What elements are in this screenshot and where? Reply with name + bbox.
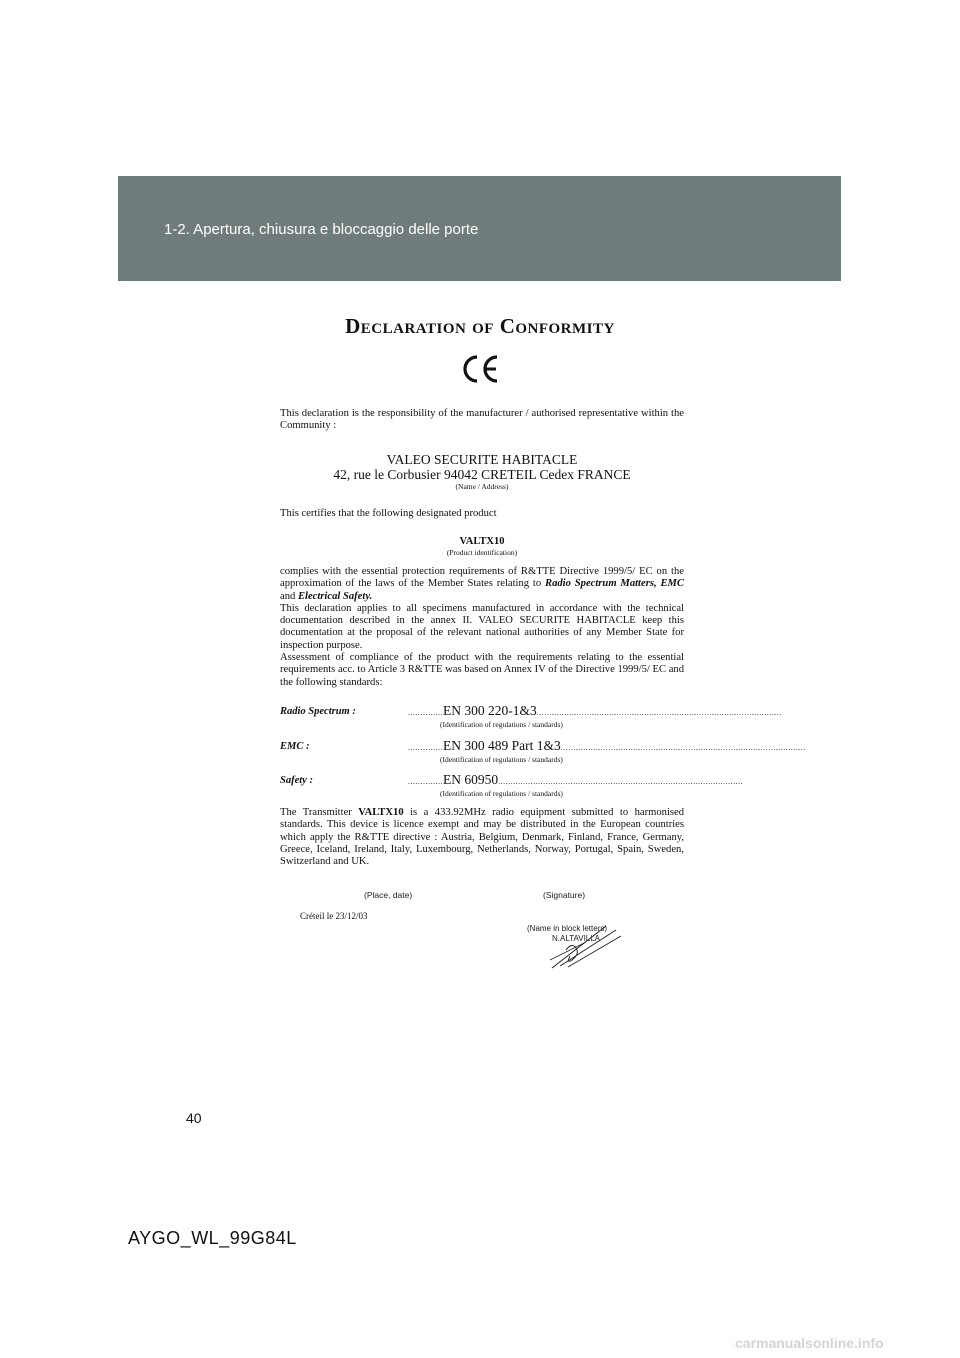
transmitter-product-id: VALTX10: [358, 807, 404, 818]
transmitter-paragraph: The Transmitter VALTX10 is a 433.92MHz radio equipment submitted to harmonised standards. This device is licence exempt and may be distributed in the European countries which apply the R&TTE directive : Austria, Belgium, Denmark, Finland, France, Germany, Greece, Iceland, Ireland, Italy, Luxembourg, Netherlands, Norway, Portugal, Spain, Sweden, Switzerland and UK.: [280, 807, 685, 868]
signature-icon: [546, 920, 626, 972]
signature-caption: (Signature): [543, 890, 586, 900]
compliance-text-1: complies with the essential protection requirements of R&TTE Directive 1999/5/ EC on the approximation of the laws of the Member States relating to: [280, 566, 684, 590]
section-header-band: [118, 176, 841, 281]
standard-row-radio: [280, 703, 782, 733]
compliance-emphasis-2: Electrical Safety.: [297, 590, 373, 602]
page-number: 40: [186, 1110, 202, 1126]
standard-label: EMC :: [280, 741, 310, 752]
standard-value: ..............EN 300 220-1&3..................................................................................................: [408, 703, 782, 718]
standard-row-emc: [280, 738, 806, 768]
intro-paragraph: This declaration is the responsibility of the manufacturer / authorised representative within the Community :: [280, 408, 684, 432]
company-name: VALEO SECURITE HABITACLE: [386, 452, 578, 467]
company-address: 42, rue le Corbusier 94042 CRETEIL Cedex FRANCE: [333, 467, 631, 482]
standard-caption: (Identification of regulations / standards): [440, 755, 563, 764]
name-address-caption: (Name / Address): [455, 482, 509, 491]
compliance-text-4: Assessment of compliance of the product with the requirements relating to the essential requirements acc. to Article 3 R&TTE was based on Annex IV of the Directive 1999/5/ EC and the following standards:: [280, 652, 684, 688]
product-id: VALTX10: [459, 536, 505, 547]
standard-caption: (Identification of regulations / standards): [440, 789, 563, 798]
compliance-text-2: and: [280, 590, 298, 602]
manufacturer-block: [280, 452, 684, 491]
declaration-title: Declaration of Conformity: [345, 314, 615, 338]
standard-value: ..............EN 300 489 Part 1&3..................................................................................................: [408, 738, 806, 753]
ce-mark-icon: [461, 353, 501, 385]
signatory-name: N.ALTAVILLA: [552, 934, 601, 943]
compliance-emphasis-1: Radio Spectrum Matters, EMC: [545, 578, 685, 590]
section-title: 1-2. Apertura, chiusura e bloccaggio delle porte: [164, 221, 479, 238]
watermark: carmanualsonline.info: [735, 1335, 884, 1351]
certifies-text: This certifies that the following designated product: [280, 508, 497, 519]
compliance-paragraph: [280, 566, 684, 689]
place-date-value: Créteil le 23/12/03: [300, 911, 368, 921]
document-code: AYGO_WL_99G84L: [128, 1228, 297, 1248]
compliance-text-3: This declaration applies to all specimens manufactured in accordance with the technical documentation described in the annex II. VALEO SECURITE HABITACLE keep this documentation at the proposal of the relevant national authorities of any Member State for inspection purpose.: [280, 602, 684, 651]
place-date-caption: (Place, date): [364, 890, 413, 900]
standard-row-safety: [280, 772, 744, 802]
product-block: [280, 536, 684, 557]
standard-value: ..............EN 60950..................................................................................................: [408, 772, 744, 787]
name-caption: (Name in block letters): [527, 924, 608, 933]
standard-caption: (Identification of regulations / standards): [440, 720, 563, 729]
standard-label: Radio Spectrum :: [280, 706, 356, 717]
product-caption: (Product identification): [446, 548, 518, 557]
standard-label: Safety :: [280, 775, 313, 786]
